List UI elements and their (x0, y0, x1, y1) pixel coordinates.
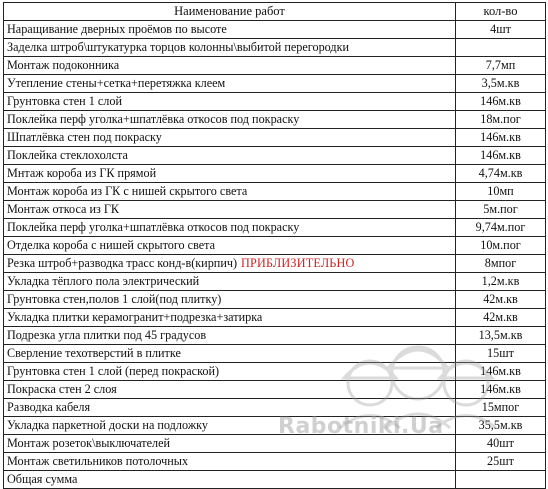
work-name-cell (4, 453, 456, 471)
work-name: Утепление стены+сетка+перетяжка клеем (7, 76, 226, 90)
work-name-cell (4, 21, 456, 39)
work-name: Общая сумма (7, 472, 78, 486)
work-name: Монтаж короба из ГК с нишей скрытого света (7, 184, 248, 198)
work-name: Грунтовка стен 1 слой (7, 94, 122, 108)
table-row (4, 201, 546, 219)
work-qty-cell: 5м.пог (456, 201, 546, 219)
work-name: Мнтаж короба из ГК прямой (7, 166, 157, 180)
header-name: Наименование работ (4, 3, 456, 21)
table-row (4, 471, 546, 489)
work-qty-cell: 40шт (456, 435, 546, 453)
work-name: Монтаж светильников потолочных (7, 454, 189, 468)
work-name-cell (4, 219, 456, 237)
work-name-cell (4, 93, 456, 111)
work-name: Поклейка перф уголка+шпатлёвка откосов под покраску (7, 112, 300, 126)
table-row (4, 453, 546, 471)
table-row (4, 309, 546, 327)
work-name-cell (4, 309, 456, 327)
work-name-cell (4, 57, 456, 75)
work-name-cell (4, 201, 456, 219)
work-qty-cell: 4шт (456, 21, 546, 39)
table-row (4, 129, 546, 147)
work-name-cell (4, 237, 456, 255)
work-qty-cell: 35,5м.кв (456, 417, 546, 435)
work-name-cell (4, 435, 456, 453)
table-row (4, 237, 546, 255)
table-row (4, 21, 546, 39)
table-row (4, 417, 546, 435)
work-name: Разводка кабеля (7, 400, 91, 414)
table-row (4, 435, 546, 453)
table-row (4, 255, 546, 273)
table-row (4, 57, 546, 75)
table-row (4, 147, 546, 165)
table-row (4, 381, 546, 399)
work-qty-cell: 10м.пог (456, 237, 546, 255)
work-name: Резка штроб+разводка трасс конд-в(кирпич) (7, 256, 238, 270)
work-name: Укладка паркетной доски на подложку (7, 418, 209, 432)
table-row (4, 345, 546, 363)
work-name-cell (4, 147, 456, 165)
work-qty-cell: 10мп (456, 183, 546, 201)
table-row (4, 399, 546, 417)
work-qty-cell (456, 471, 546, 489)
work-name-cell (4, 75, 456, 93)
work-name: Поклейка перф уголка+шпатлёвка откосов под покраску (7, 220, 300, 234)
work-estimate-table (3, 2, 546, 489)
work-qty-cell: 9,74м.пог (456, 219, 546, 237)
work-name-cell (4, 39, 456, 57)
work-qty-cell: 25шт (456, 453, 546, 471)
work-name-cell (4, 129, 456, 147)
work-note: ПРИБЛИЗИТЕЛЬНО (241, 256, 355, 270)
work-name: Шпатлёвка стен под покраску (7, 130, 162, 144)
table-row (4, 183, 546, 201)
table-row (4, 39, 546, 57)
work-name: Подрезка угла плитки под 45 градусов (7, 328, 207, 342)
work-name-cell (4, 381, 456, 399)
work-qty-cell: 15шт (456, 345, 546, 363)
work-name-cell (4, 111, 456, 129)
work-name-cell (4, 471, 456, 489)
work-name: Грунтовка стен 1 слой (перед покраской) (7, 364, 220, 378)
work-qty-cell: 4,74м.кв (456, 165, 546, 183)
work-name-cell (4, 417, 456, 435)
work-name: Монтаж розеток\выключателей (7, 436, 171, 450)
work-name: Заделка штроб\штукатурка торцов колонны\выбитой перегородки (7, 40, 350, 54)
work-name: Укладка плитки керамогранит+подрезка+затирка (7, 310, 263, 324)
table-row (4, 291, 546, 309)
work-name: Монтаж подоконника (7, 58, 120, 72)
table-row (4, 75, 546, 93)
work-name-cell (4, 399, 456, 417)
work-qty-cell: 146м.кв (456, 129, 546, 147)
work-qty-cell: 18м.пог (456, 111, 546, 129)
work-estimate-sheet (3, 2, 545, 489)
work-name: Наращивание дверных проёмов по высоте (7, 22, 227, 36)
work-name-cell (4, 183, 456, 201)
table-row (4, 273, 546, 291)
work-name-cell (4, 327, 456, 345)
work-qty-cell: 7,7мп (456, 57, 546, 75)
work-qty-cell (456, 39, 546, 57)
work-name: Поклейка стеклохолста (7, 148, 128, 162)
table-row (4, 363, 546, 381)
work-name: Монтаж откоса из ГК (7, 202, 120, 216)
table-row (4, 111, 546, 129)
work-name: Сверление техотверстий в плитке (7, 346, 181, 360)
work-name-cell (4, 273, 456, 291)
work-qty-cell: 13,5м.кв (456, 327, 546, 345)
work-qty-cell: 146м.кв (456, 147, 546, 165)
work-qty-cell: 146м.кв (456, 93, 546, 111)
work-name: Покраска стен 2 слоя (7, 382, 117, 396)
work-name-cell (4, 291, 456, 309)
work-qty-cell: 146м.кв (456, 381, 546, 399)
table-row (4, 93, 546, 111)
table-body (4, 21, 546, 489)
work-qty-cell: 42м.кв (456, 291, 546, 309)
work-name: Отделка короба с нишей скрытого света (7, 238, 216, 252)
table-row (4, 327, 546, 345)
work-qty-cell: 8мпог (456, 255, 546, 273)
work-qty-cell: 3,5м.кв (456, 75, 546, 93)
work-name: Грунтовка стен,полов 1 слой(под плитку) (7, 292, 222, 306)
watermark-text: Rabotniki.Ua (278, 414, 444, 439)
work-qty-cell: 1,2м.кв (456, 273, 546, 291)
work-name: Укладка тёплого пола электрический (7, 274, 200, 288)
work-qty-cell: 146м.кв (456, 363, 546, 381)
table-row (4, 219, 546, 237)
table-row (4, 165, 546, 183)
work-qty-cell: 42м.кв (456, 309, 546, 327)
work-name-cell (4, 165, 456, 183)
work-name-cell (4, 345, 456, 363)
work-name-cell (4, 255, 456, 273)
header-qty: кол-во (456, 3, 546, 21)
table-header-row (4, 3, 546, 21)
work-name-cell (4, 363, 456, 381)
work-qty-cell: 15мпог (456, 399, 546, 417)
